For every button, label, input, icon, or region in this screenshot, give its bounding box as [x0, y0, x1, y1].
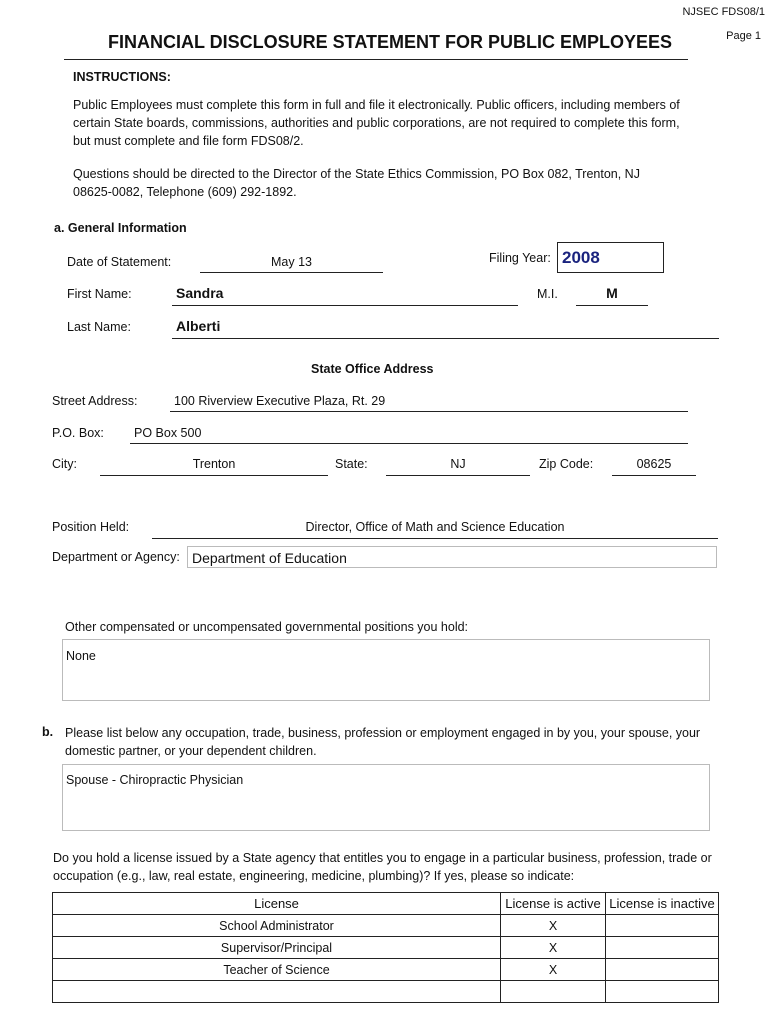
license-active-cell[interactable]: X — [501, 959, 606, 981]
license-question: Do you hold a license issued by a State agency that entitles you to engage in a particular business, profession, trade or occupation (e.g., law, real estate, engineering, medicine, plumbing)? If yes, please so indicate: — [53, 851, 712, 883]
first-name-field[interactable]: Sandra — [176, 285, 224, 301]
street-label: Street Address: — [52, 394, 138, 408]
occupation-question: Please list below any occupation, trade, business, profession or employment engaged in by you, your spouse, your domestic partner, or your dependent children. — [65, 726, 701, 758]
license-name-cell[interactable]: Supervisor/Principal — [53, 937, 501, 959]
po-box-field[interactable]: PO Box 500 — [134, 426, 202, 440]
department-value: Department of Education — [192, 550, 347, 566]
position-held-field[interactable]: Director, Office of Math and Science Education — [305, 520, 565, 534]
license-table-header — [53, 893, 719, 915]
other-positions-field[interactable] — [62, 639, 710, 701]
po-box-underline — [130, 443, 688, 444]
license-name-cell[interactable] — [53, 981, 501, 1003]
table-row — [53, 915, 719, 937]
occupation-field[interactable] — [62, 764, 710, 831]
instructions-paragraph-1: Public Employees must complete this form in full and file it electronically. Public officers, including members of certain State boards, commissions, authorities and public corporations, are not required to complete this form, but must complete and file form FDS08/2. — [73, 98, 680, 148]
license-inactive-cell[interactable] — [606, 915, 719, 937]
license-active-cell[interactable]: X — [501, 937, 606, 959]
occupation-value: Spouse - Chiropractic Physician — [66, 773, 244, 787]
filing-year-label: Filing Year: — [489, 251, 551, 265]
section-a-heading: a. General Information — [54, 221, 187, 235]
date-underline — [200, 272, 383, 273]
street-address-field[interactable]: 100 Riverview Executive Plaza, Rt. 29 — [174, 394, 386, 408]
last-name-field[interactable]: Alberti — [176, 318, 221, 334]
department-label: Department or Agency: — [52, 550, 180, 564]
license-active-cell[interactable]: X — [501, 915, 606, 937]
last-name-label: Last Name: — [67, 320, 131, 334]
last-name-underline — [172, 338, 719, 339]
license-name-cell[interactable]: Teacher of Science — [53, 959, 501, 981]
other-positions-value: None — [66, 649, 96, 663]
position-label: Position Held: — [52, 520, 130, 534]
license-inactive-cell[interactable] — [606, 981, 719, 1003]
city-label: City: — [52, 457, 77, 471]
state-field[interactable]: NJ — [450, 457, 466, 471]
zip-label: Zip Code: — [539, 457, 594, 471]
position-underline — [152, 538, 718, 539]
license-inactive-cell[interactable] — [606, 959, 719, 981]
state-underline — [386, 475, 530, 476]
city-underline — [100, 475, 328, 476]
date-of-statement-field[interactable]: May 13 — [271, 255, 312, 269]
zip-underline — [612, 475, 696, 476]
filing-year-field[interactable] — [557, 242, 664, 273]
date-label: Date of Statement: — [67, 255, 172, 269]
page-title: FINANCIAL DISCLOSURE STATEMENT FOR PUBLIC EMPLOYEES — [108, 32, 673, 52]
license-active-cell[interactable] — [501, 981, 606, 1003]
table-row — [53, 937, 719, 959]
first-name-underline — [172, 305, 518, 306]
mi-underline — [576, 305, 648, 306]
active-header: License is active — [501, 893, 606, 915]
department-field[interactable] — [187, 546, 717, 568]
mi-field[interactable]: M — [606, 285, 618, 301]
license-name-cell[interactable]: School Administrator — [53, 915, 501, 937]
city-field[interactable]: Trenton — [192, 457, 236, 471]
instructions-paragraph-2: Questions should be directed to the Director of the State Ethics Commission, PO Box 082, Trenton, NJ 08625-0082, Telephone (609) 292-1892. — [73, 167, 640, 199]
license-header: License — [53, 893, 501, 915]
zip-code-field[interactable]: 08625 — [636, 457, 672, 471]
filing-year-value: 2008 — [562, 248, 600, 267]
other-positions-label: Other compensated or uncompensated governmental positions you hold: — [65, 620, 469, 634]
mi-label: M.I. — [537, 287, 558, 301]
table-row — [53, 959, 719, 981]
license-inactive-cell[interactable] — [606, 937, 719, 959]
instructions-heading: INSTRUCTIONS: — [73, 70, 171, 84]
state-office-address-heading: State Office Address — [311, 362, 434, 376]
po-box-label: P.O. Box: — [52, 426, 104, 440]
street-underline — [170, 411, 688, 412]
inactive-header: License is inactive — [606, 893, 719, 915]
first-name-label: First Name: — [67, 287, 132, 301]
section-b-letter: b. — [42, 725, 54, 739]
state-label: State: — [335, 457, 368, 471]
form-code: NJSEC FDS08/1 — [682, 6, 765, 18]
license-table — [52, 892, 719, 1003]
page-number: Page 1 — [726, 30, 761, 42]
table-row — [53, 981, 719, 1003]
title-rule — [64, 59, 688, 60]
